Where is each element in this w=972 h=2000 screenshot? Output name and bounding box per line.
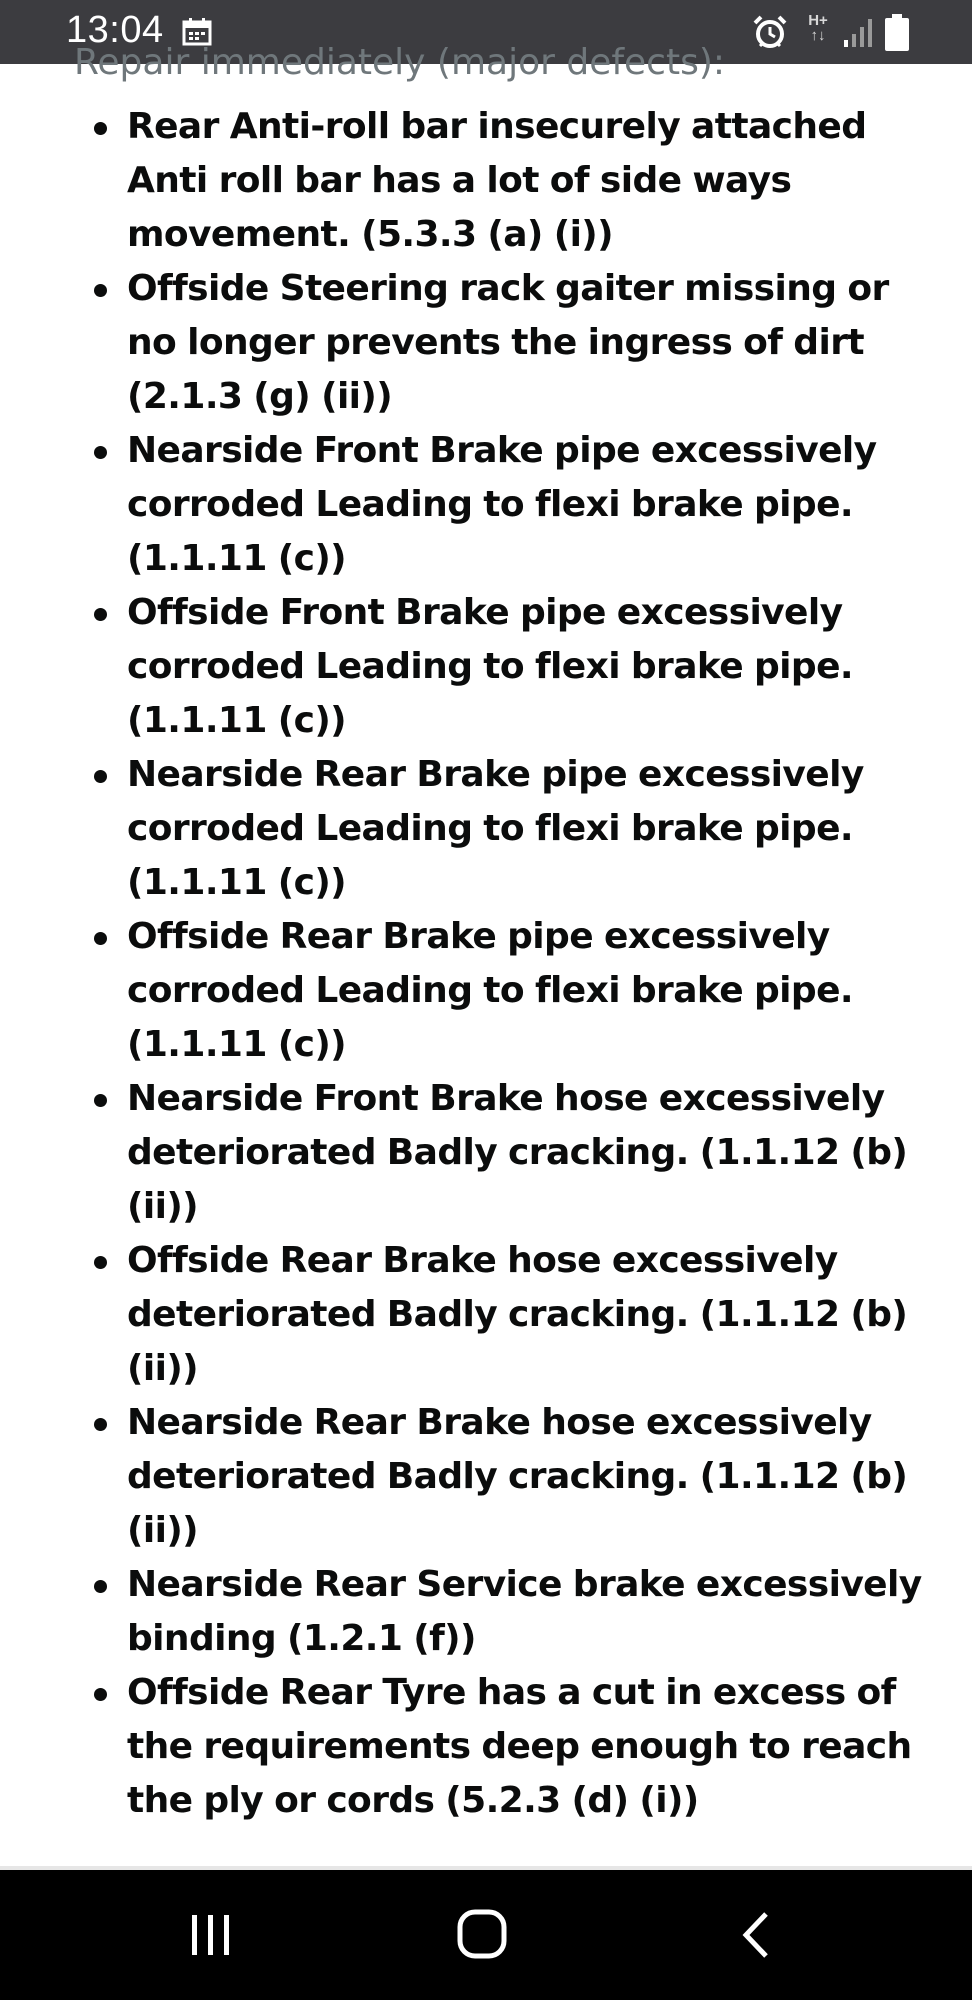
defect-item: Nearside Front Brake hose excessively deteriorated Badly cracking. (1.1.12 (b) (ii)) — [0, 1072, 972, 1234]
defect-item: Nearside Rear Brake hose excessively deteriorated Badly cracking. (1.1.12 (b) (ii)) — [0, 1396, 972, 1558]
battery-icon — [884, 14, 910, 52]
status-time: 13:04 — [66, 9, 164, 51]
defect-item: Nearside Front Brake pipe excessively corroded Leading to flexi brake pipe. (1.1.11 (c)) — [0, 424, 972, 586]
network-type-label: H+ — [808, 12, 828, 29]
back-icon[interactable] — [738, 1910, 772, 1960]
defect-item: Offside Rear Tyre has a cut in excess of the requirements deep enough to reach the ply or cords (5.2.3 (d) (i)) — [0, 1666, 972, 1828]
defect-list — [0, 100, 972, 1828]
defect-item: Offside Rear Brake hose excessively deteriorated Badly cracking. (1.1.12 (b) (ii)) — [0, 1234, 972, 1396]
recent-apps-icon[interactable] — [186, 1910, 236, 1960]
defect-item: Rear Anti-roll bar insecurely attached Anti roll bar has a lot of side ways movement. (5.3.3 (a) (i)) — [0, 100, 972, 262]
home-icon[interactable] — [456, 1908, 508, 1960]
defect-item: Nearside Rear Service brake excessively binding (1.2.1 (f)) — [0, 1558, 972, 1666]
signal-icon — [842, 16, 876, 48]
network-activity-arrows: ↑↓ — [810, 27, 826, 44]
defects-content[interactable] — [0, 42, 972, 1868]
defect-item: Offside Front Brake pipe excessively corroded Leading to flexi brake pipe. (1.1.11 (c)) — [0, 586, 972, 748]
alarm-icon — [752, 14, 788, 50]
section-heading: Repair immediately (major defects): — [74, 42, 726, 83]
navigation-bar — [0, 1870, 972, 2000]
defect-item: Offside Rear Brake pipe excessively corroded Leading to flexi brake pipe. (1.1.11 (c)) — [0, 910, 972, 1072]
defect-item: Offside Steering rack gaiter missing or no longer prevents the ingress of dirt (2.1.3 (g) (ii)) — [0, 262, 972, 424]
network-type-indicator — [806, 13, 830, 43]
defect-item: Nearside Rear Brake pipe excessively corroded Leading to flexi brake pipe. (1.1.11 (c)) — [0, 748, 972, 910]
